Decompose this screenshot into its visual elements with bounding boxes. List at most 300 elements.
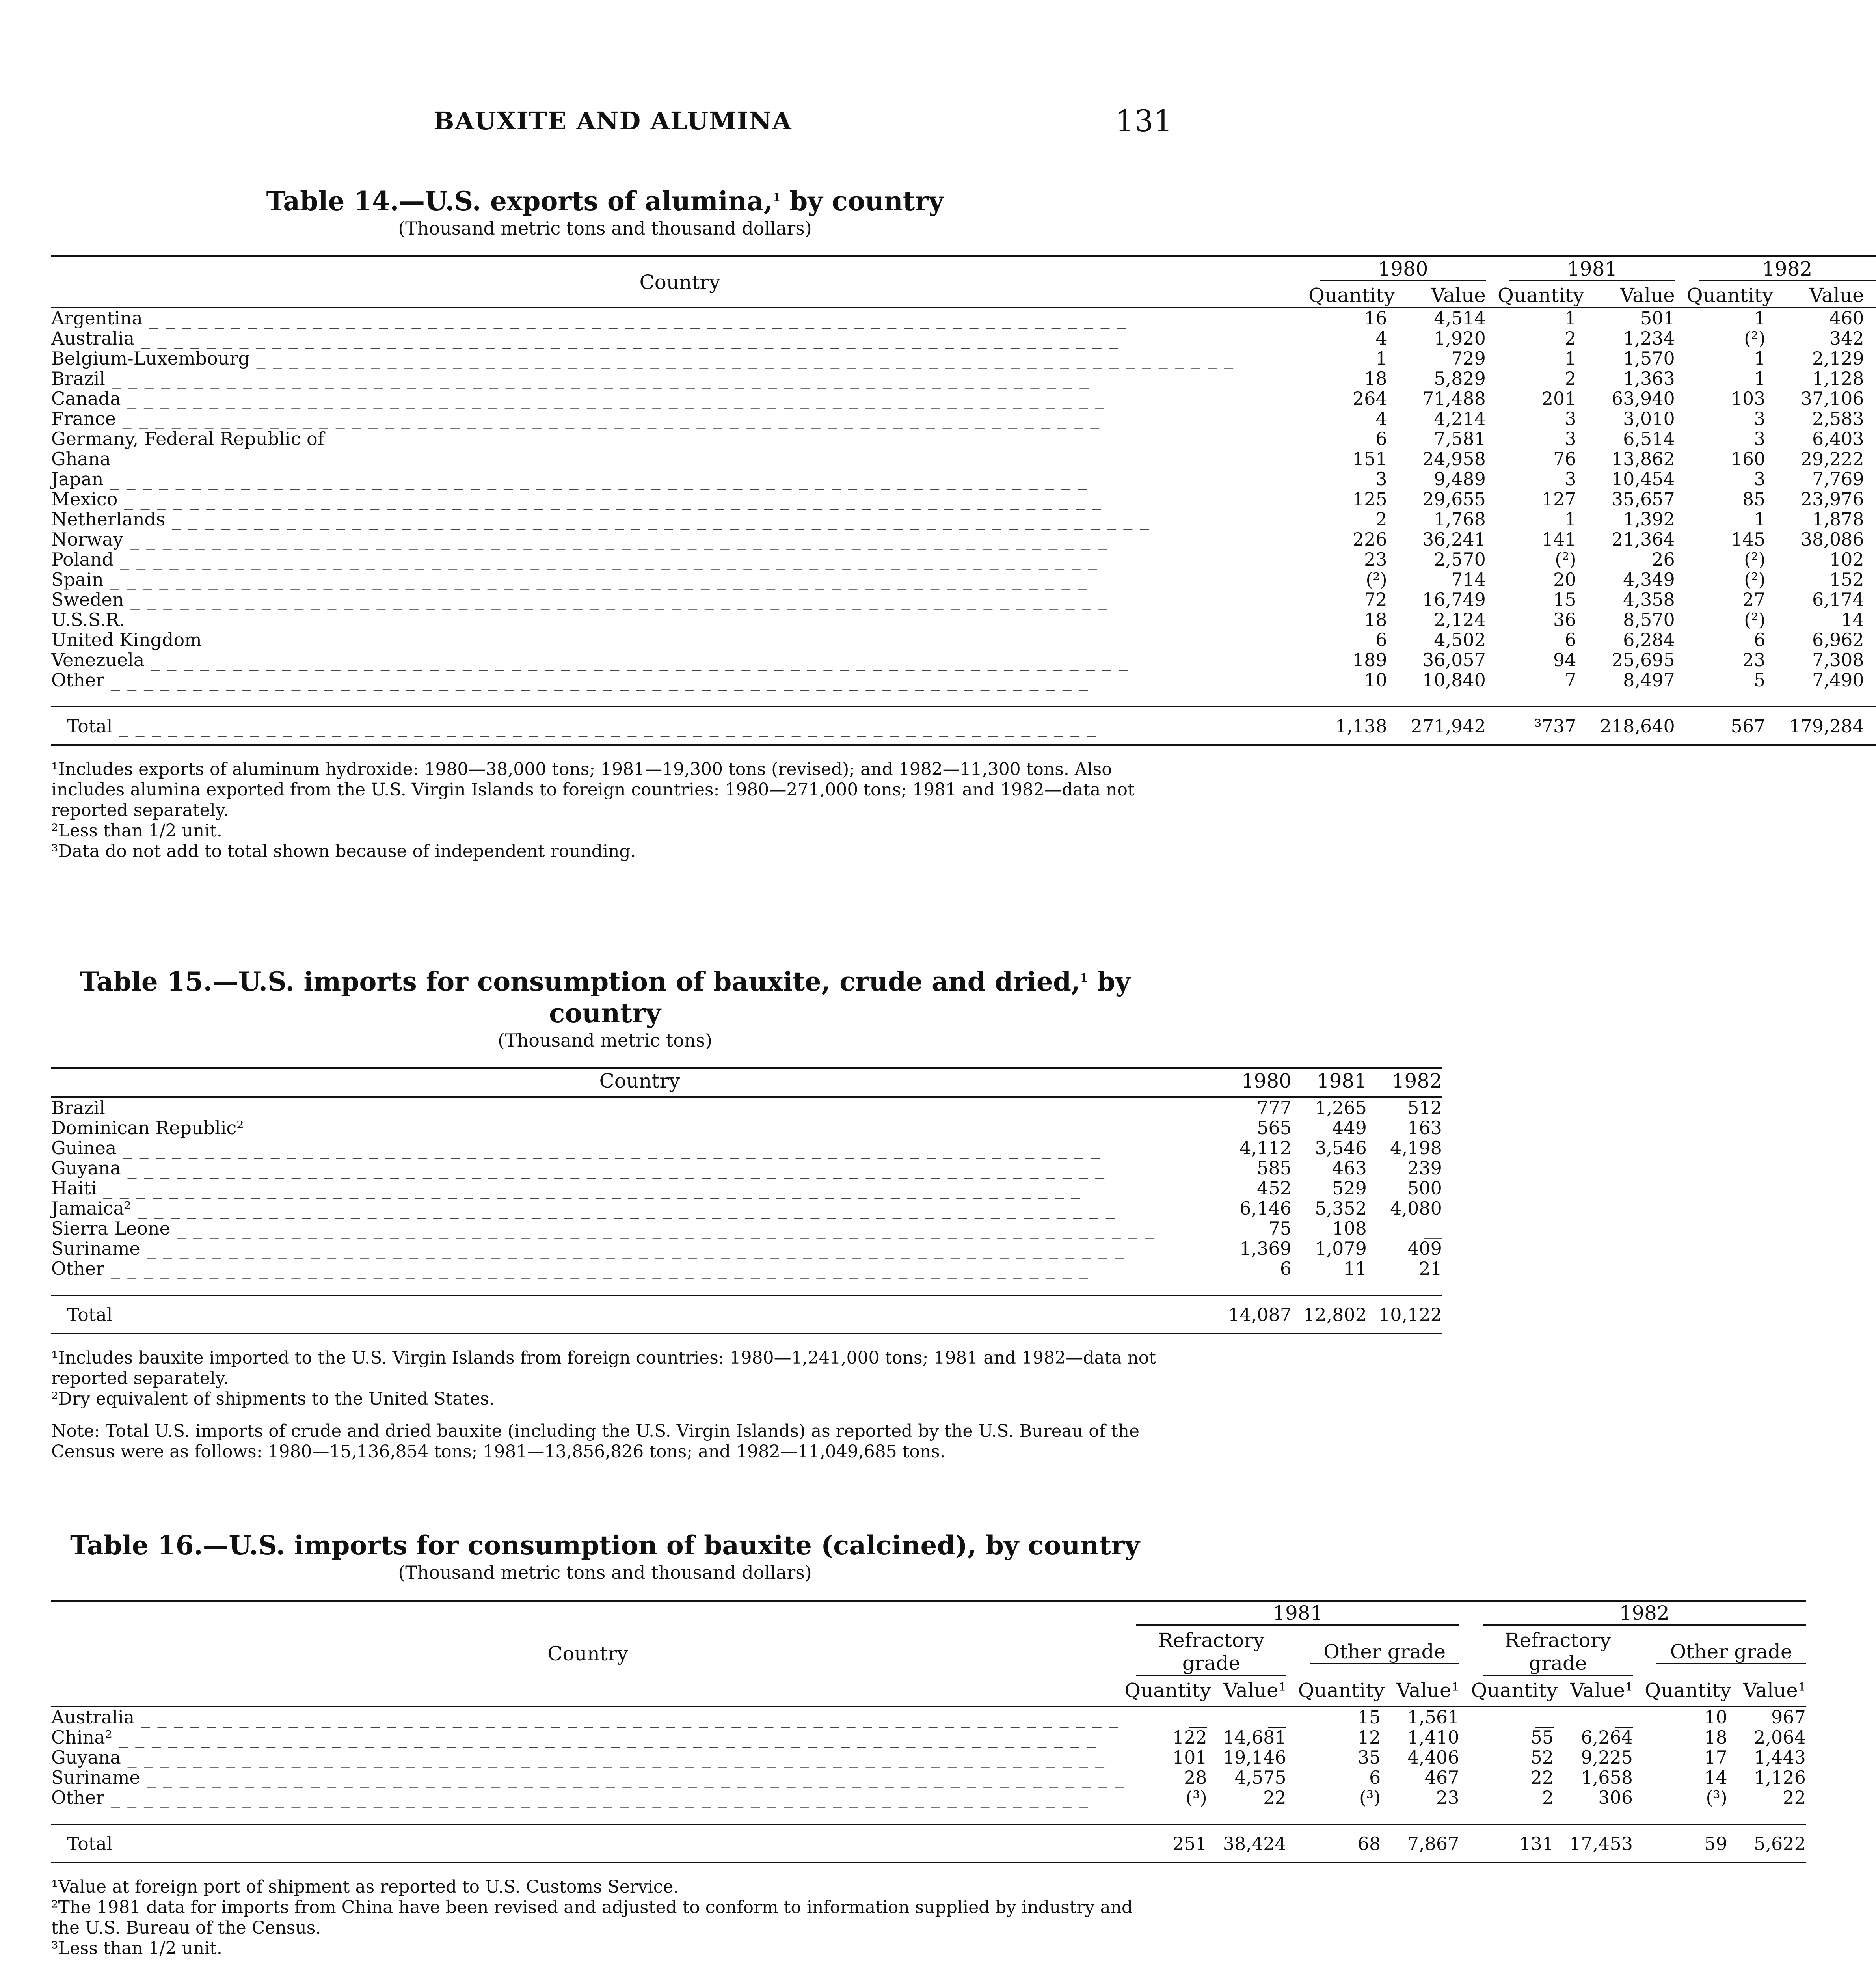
country-name: Dominican Republic² _ _ _ _ _ _ _ _ _ _ _ _ _ _ _ _ _ _ _ _ _ _ _ _ _ _ _ _ _ _ _ _ _ _ _ _ _ _ _ _ _ _ _ _ _ _ _ _ _ _ _ _ _ _ _ _ _ _ _ _ bbox=[51, 1117, 1228, 1138]
cell-value: 1 bbox=[1754, 509, 1766, 530]
total-label: Total _ _ _ _ _ _ _ _ _ _ _ _ _ _ _ _ _ _ _ _ _ _ _ _ _ _ _ _ _ _ _ _ _ _ _ _ _ _ _ _ _ _ _ _ _ _ _ _ _ _ _ _ _ _ _ _ _ _ _ _ bbox=[67, 715, 1097, 737]
country-name: Guyana _ _ _ _ _ _ _ _ _ _ _ _ _ _ _ _ _ _ _ _ _ _ _ _ _ _ _ _ _ _ _ _ _ _ _ _ _ _ _ _ _ _ _ _ _ _ _ _ _ _ _ _ _ _ _ _ _ _ _ _ bbox=[51, 1747, 1106, 1768]
cell-value: 1,363 bbox=[1623, 368, 1675, 389]
country-name: Suriname _ _ _ _ _ _ _ _ _ _ _ _ _ _ _ _ _ _ _ _ _ _ _ _ _ _ _ _ _ _ _ _ _ _ _ _ _ _ _ _ _ _ _ _ _ _ _ _ _ _ _ _ _ _ _ _ _ _ _ _ bbox=[51, 1767, 1125, 1788]
year-header-1980: 1980 bbox=[1241, 1069, 1292, 1092]
cell-value: 11 bbox=[1344, 1258, 1367, 1279]
cell-value: 1,265 bbox=[1315, 1097, 1367, 1118]
table-row bbox=[51, 348, 1876, 369]
cell-value: 101 bbox=[1172, 1747, 1207, 1768]
cell-value: 3,546 bbox=[1315, 1137, 1367, 1159]
cell-value: 23 bbox=[1742, 649, 1766, 671]
country-name: Other _ _ _ _ _ _ _ _ _ _ _ _ _ _ _ _ _ _ _ _ _ _ _ _ _ _ _ _ _ _ _ _ _ _ _ _ _ _ _ _ _ _ _ _ _ _ _ _ _ _ _ _ _ _ _ _ _ _ _ _ bbox=[51, 669, 1089, 691]
column-header-country: Country bbox=[51, 257, 1308, 308]
country-name: Australia _ _ _ _ _ _ _ _ _ _ _ _ _ _ _ _ _ _ _ _ _ _ _ _ _ _ _ _ _ _ _ _ _ _ _ _ _ _ _ _ _ _ _ _ _ _ _ _ _ _ _ _ _ _ _ _ _ _ _ _ bbox=[51, 328, 1119, 349]
cell-value: 4 bbox=[1375, 328, 1387, 349]
table-row bbox=[51, 1158, 1442, 1178]
cell-value: 23 bbox=[1436, 1787, 1459, 1808]
table-row bbox=[51, 590, 1876, 610]
group-header-other: Other grade bbox=[1310, 1640, 1459, 1664]
cell-value: 17,453 bbox=[1569, 1833, 1633, 1854]
cell-value: 1,369 bbox=[1240, 1238, 1292, 1259]
cell-value: 3 bbox=[1565, 408, 1576, 429]
cell-value: 4,080 bbox=[1390, 1198, 1442, 1219]
cell-value: (²) bbox=[1744, 609, 1766, 630]
country-name: Other _ _ _ _ _ _ _ _ _ _ _ _ _ _ _ _ _ _ _ _ _ _ _ _ _ _ _ _ _ _ _ _ _ _ _ _ _ _ _ _ _ _ _ _ _ _ _ _ _ _ _ _ _ _ _ _ _ _ _ _ bbox=[51, 1787, 1089, 1808]
cell-value: 1,079 bbox=[1315, 1238, 1367, 1259]
cell-value: 28 bbox=[1184, 1767, 1207, 1788]
cell-value: 463 bbox=[1332, 1157, 1367, 1179]
cell-value: 467 bbox=[1424, 1767, 1459, 1788]
cell-value: 72 bbox=[1364, 589, 1387, 610]
cell-value: 189 bbox=[1352, 649, 1387, 671]
country-name: Poland _ _ _ _ _ _ _ _ _ _ _ _ _ _ _ _ _ _ _ _ _ _ _ _ _ _ _ _ _ _ _ _ _ _ _ _ _ _ _ _ _ _ _ _ _ _ _ _ _ _ _ _ _ _ _ _ _ _ _ _ bbox=[51, 549, 1098, 570]
cell-value: 2,129 bbox=[1812, 348, 1864, 369]
country-name: Other _ _ _ _ _ _ _ _ _ _ _ _ _ _ _ _ _ _ _ _ _ _ _ _ _ _ _ _ _ _ _ _ _ _ _ _ _ _ _ _ _ _ _ _ _ _ _ _ _ _ _ _ _ _ _ _ _ _ _ _ bbox=[51, 1258, 1089, 1279]
cell-value: 18 bbox=[1704, 1727, 1727, 1748]
cell-value: 145 bbox=[1731, 529, 1766, 550]
cell-value: 5,622 bbox=[1754, 1833, 1806, 1854]
cell-value: 409 bbox=[1407, 1238, 1442, 1259]
total-label: Total _ _ _ _ _ _ _ _ _ _ _ _ _ _ _ _ _ _ _ _ _ _ _ _ _ _ _ _ _ _ _ _ _ _ _ _ _ _ _ _ _ _ _ _ _ _ _ _ _ _ _ _ _ _ _ _ _ _ _ _ bbox=[67, 1304, 1097, 1325]
cell-value: 108 bbox=[1332, 1218, 1367, 1239]
column-header-country: Country bbox=[599, 1069, 680, 1092]
cell-value: 3 bbox=[1754, 408, 1766, 429]
cell-value: 68 bbox=[1357, 1833, 1381, 1854]
cell-value: __ bbox=[1424, 1218, 1442, 1239]
country-name: France _ _ _ _ _ _ _ _ _ _ _ _ _ _ _ _ _ _ _ _ _ _ _ _ _ _ _ _ _ _ _ _ _ _ _ _ _ _ _ _ _ _ _ _ _ _ _ _ _ _ _ _ _ _ _ _ _ _ _ _ bbox=[51, 408, 1100, 429]
table-row bbox=[51, 1178, 1442, 1198]
cell-value: 152 bbox=[1829, 569, 1864, 590]
footnote: ³Data do not add to total shown because of independent rounding. bbox=[51, 841, 636, 861]
cell-value: 131 bbox=[1519, 1833, 1554, 1854]
cell-value: 4,502 bbox=[1434, 629, 1486, 650]
table-row bbox=[51, 409, 1876, 429]
cell-value: 3 bbox=[1565, 428, 1576, 449]
table-row bbox=[51, 429, 1876, 449]
cell-value: 7 bbox=[1565, 669, 1576, 691]
table-row bbox=[51, 369, 1876, 389]
cell-value: 2,124 bbox=[1434, 609, 1486, 630]
cell-value: 6,962 bbox=[1812, 629, 1864, 650]
footnote: ¹Includes bauxite imported to the U.S. Virgin Islands from foreign countries: 1980—1,241,000 tons; 1981 and 1982—data not reported separately. bbox=[51, 1348, 1156, 1388]
subheader-value: Value bbox=[1620, 284, 1675, 307]
cell-value: 201 bbox=[1541, 388, 1576, 409]
cell-value: 26 bbox=[1652, 549, 1675, 570]
cell-value: 59 bbox=[1704, 1833, 1727, 1854]
cell-value: 2 bbox=[1542, 1787, 1554, 1808]
cell-value: 25,695 bbox=[1611, 649, 1675, 671]
cell-value: 7,490 bbox=[1812, 669, 1864, 691]
table-row bbox=[51, 1198, 1442, 1218]
cell-value: 12 bbox=[1357, 1727, 1381, 1748]
country-name: Netherlands _ _ _ _ _ _ _ _ _ _ _ _ _ _ _ _ _ _ _ _ _ _ _ _ _ _ _ _ _ _ _ _ _ _ _ _ _ _ _ _ _ _ _ _ _ _ _ _ _ _ _ _ _ _ _ _ _ _ _ _ bbox=[51, 509, 1150, 530]
subheader-value: Value¹ bbox=[1223, 1679, 1286, 1702]
country-name: China² _ _ _ _ _ _ _ _ _ _ _ _ _ _ _ _ _ _ _ _ _ _ _ _ _ _ _ _ _ _ _ _ _ _ _ _ _ _ _ _ _ _ _ _ _ _ _ _ _ _ _ _ _ _ _ _ _ _ _ _ bbox=[51, 1727, 1097, 1748]
cell-value: 36,241 bbox=[1422, 529, 1486, 550]
cell-value: 29,222 bbox=[1800, 448, 1864, 469]
group-header-other: Other grade bbox=[1656, 1640, 1806, 1664]
cell-value: 6 bbox=[1754, 629, 1766, 650]
table-row bbox=[51, 610, 1876, 630]
cell-value: 449 bbox=[1332, 1117, 1367, 1138]
cell-value: 127 bbox=[1541, 488, 1576, 510]
cell-value: 15 bbox=[1553, 589, 1576, 610]
cell-value: 14,681 bbox=[1223, 1727, 1286, 1748]
cell-value: 4 bbox=[1375, 408, 1387, 429]
total-row bbox=[51, 1295, 1442, 1334]
cell-value: 55 bbox=[1530, 1727, 1554, 1748]
cell-value: 1,570 bbox=[1623, 348, 1675, 369]
footnote: ²The 1981 data for imports from China have been revised and adjusted to conform to information supplied by industry and the U.S. Bureau of the Census. bbox=[51, 1897, 1133, 1938]
cell-value: (³) bbox=[1186, 1787, 1207, 1808]
group-header-refractory: Refractory grade bbox=[1483, 1629, 1633, 1676]
country-name: Spain _ _ _ _ _ _ _ _ _ _ _ _ _ _ _ _ _ _ _ _ _ _ _ _ _ _ _ _ _ _ _ _ _ _ _ _ _ _ _ _ _ _ _ _ _ _ _ _ _ _ _ _ _ _ _ _ _ _ _ _ bbox=[51, 569, 1088, 590]
footnote: ³Less than 1/2 unit. bbox=[51, 1938, 222, 1958]
subheader-quantity: Quantity bbox=[1298, 1679, 1385, 1702]
table-15-subtitle: (Thousand metric tons) bbox=[497, 1030, 713, 1051]
cell-value: 1,768 bbox=[1434, 509, 1486, 530]
cell-value: 501 bbox=[1640, 307, 1675, 329]
cell-value: 5 bbox=[1754, 669, 1766, 691]
cell-value: 2,570 bbox=[1434, 549, 1486, 570]
cell-value: 1 bbox=[1565, 307, 1576, 329]
subheader-value: Value¹ bbox=[1396, 1679, 1459, 1702]
cell-value: 141 bbox=[1541, 529, 1576, 550]
table-row bbox=[51, 1768, 1806, 1788]
table-14 bbox=[51, 185, 1864, 862]
cell-value: 1,561 bbox=[1407, 1706, 1459, 1728]
cell-value: 85 bbox=[1742, 488, 1766, 510]
cell-value: 1 bbox=[1754, 307, 1766, 329]
cell-value: 52 bbox=[1530, 1747, 1554, 1768]
country-name: Belgium-Luxembourg _ _ _ _ _ _ _ _ _ _ _ _ _ _ _ _ _ _ _ _ _ _ _ _ _ _ _ _ _ _ _ _ _ _ _ _ _ _ _ _ _ _ _ _ _ _ _ _ _ _ _ _ _ _ _ _ _ _ _ _ bbox=[51, 348, 1234, 369]
cell-value: 1 bbox=[1565, 509, 1576, 530]
cell-value: 4,358 bbox=[1623, 589, 1675, 610]
cell-value: 10,840 bbox=[1422, 669, 1486, 691]
cell-value: 1,138 bbox=[1335, 715, 1387, 737]
total-row bbox=[51, 1824, 1806, 1863]
table-row bbox=[51, 1259, 1442, 1279]
cell-value: 1,128 bbox=[1812, 368, 1864, 389]
cell-value: 251 bbox=[1172, 1833, 1207, 1854]
cell-value: 122 bbox=[1172, 1727, 1207, 1748]
table-15-footnotes bbox=[51, 1348, 1159, 1409]
subheader-value: Value bbox=[1809, 284, 1864, 307]
cell-value: 38,424 bbox=[1223, 1833, 1286, 1854]
country-name: Jamaica² _ _ _ _ _ _ _ _ _ _ _ _ _ _ _ _ _ _ _ _ _ _ _ _ _ _ _ _ _ _ _ _ _ _ _ _ _ _ _ _ _ _ _ _ _ _ _ _ _ _ _ _ _ _ _ _ _ _ _ _ bbox=[51, 1198, 1116, 1219]
cell-value: 3 bbox=[1754, 428, 1766, 449]
footnote: ¹Includes exports of aluminum hydroxide: 1980—38,000 tons; 1981—19,300 tons (revised); and 1982—11,300 tons. Also includes alumina exported from the U.S. Virgin Islands to foreign countries: 1980—271,000 tons; 1981 and 1982—data not reported separately. bbox=[51, 759, 1135, 820]
country-name: Mexico _ _ _ _ _ _ _ _ _ _ _ _ _ _ _ _ _ _ _ _ _ _ _ _ _ _ _ _ _ _ _ _ _ _ _ _ _ _ _ _ _ _ _ _ _ _ _ _ _ _ _ _ _ _ _ _ _ _ _ _ bbox=[51, 488, 1102, 510]
cell-value: 1,920 bbox=[1434, 328, 1486, 349]
cell-value: 1,234 bbox=[1623, 328, 1675, 349]
cell-value: __ bbox=[1268, 1706, 1286, 1728]
cell-value: 21 bbox=[1419, 1258, 1442, 1279]
subheader-quantity: Quantity bbox=[1471, 1679, 1558, 1702]
footnote: ²Less than 1/2 unit. bbox=[51, 821, 222, 841]
cell-value: 10 bbox=[1364, 669, 1387, 691]
cell-value: 1,126 bbox=[1754, 1767, 1806, 1788]
cell-value: 16,749 bbox=[1422, 589, 1486, 610]
cell-value: 6,146 bbox=[1240, 1198, 1292, 1219]
cell-value: 36 bbox=[1553, 609, 1576, 630]
country-name: U.S.S.R. _ _ _ _ _ _ _ _ _ _ _ _ _ _ _ _ _ _ _ _ _ _ _ _ _ _ _ _ _ _ _ _ _ _ _ _ _ _ _ _ _ _ _ _ _ _ _ _ _ _ _ _ _ _ _ _ _ _ _ _ bbox=[51, 609, 1109, 630]
year-header-1982: 1982 bbox=[1483, 1602, 1805, 1626]
table-row bbox=[51, 1118, 1442, 1138]
table-14-title: Table 14.—U.S. exports of alumina,$^1$ by country bbox=[266, 186, 944, 216]
cell-value: 7,308 bbox=[1812, 649, 1864, 671]
cell-value: 3 bbox=[1754, 468, 1766, 490]
cell-value: 967 bbox=[1771, 1706, 1806, 1728]
total-label: Total _ _ _ _ _ _ _ _ _ _ _ _ _ _ _ _ _ _ _ _ _ _ _ _ _ _ _ _ _ _ _ _ _ _ _ _ _ _ _ _ _ _ _ _ _ _ _ _ _ _ _ _ _ _ _ _ _ _ _ _ bbox=[67, 1833, 1097, 1854]
cell-value: 4,349 bbox=[1623, 569, 1675, 590]
cell-value: 125 bbox=[1352, 488, 1387, 510]
table-row bbox=[51, 1747, 1806, 1768]
cell-value: 1 bbox=[1754, 348, 1766, 369]
table-row bbox=[51, 1788, 1806, 1808]
cell-value: 76 bbox=[1553, 448, 1576, 469]
table-row bbox=[51, 1239, 1442, 1259]
year-header-1982: 1982 bbox=[1699, 257, 1876, 281]
cell-value: 6 bbox=[1375, 428, 1387, 449]
cell-value: 7,769 bbox=[1812, 468, 1864, 490]
table-15-grid bbox=[51, 1067, 1442, 1334]
country-name: Germany, Federal Republic of _ _ _ _ _ _ _ _ _ _ _ _ _ _ _ _ _ _ _ _ _ _ _ _ _ _ _ _ _ _ _ _ _ _ _ _ _ _ _ _ _ _ _ _ _ _ _ _ _ _ _ _ _ _ _ _ _ _ _ _ bbox=[51, 428, 1309, 449]
cell-value: 23,976 bbox=[1800, 488, 1864, 510]
country-name: Sweden _ _ _ _ _ _ _ _ _ _ _ _ _ _ _ _ _ _ _ _ _ _ _ _ _ _ _ _ _ _ _ _ _ _ _ _ _ _ _ _ _ _ _ _ _ _ _ _ _ _ _ _ _ _ _ _ _ _ _ _ bbox=[51, 589, 1108, 610]
table-16-subtitle: (Thousand metric tons and thousand dollars) bbox=[398, 1562, 812, 1583]
footnote: ¹Value at foreign port of shipment as reported to U.S. Customs Service. bbox=[51, 1877, 679, 1897]
cell-value: 10 bbox=[1704, 1706, 1727, 1728]
cell-value: 36,057 bbox=[1422, 649, 1486, 671]
table-15 bbox=[51, 966, 1442, 1462]
cell-value: 9,225 bbox=[1581, 1747, 1633, 1768]
cell-value: 19,146 bbox=[1223, 1747, 1286, 1768]
table-row bbox=[51, 469, 1876, 489]
cell-value: 37,106 bbox=[1800, 388, 1864, 409]
subheader-value: Value¹ bbox=[1743, 1679, 1806, 1702]
cell-value: 10,454 bbox=[1611, 468, 1675, 490]
cell-value: 22 bbox=[1783, 1787, 1806, 1808]
year-header-1980: 1980 bbox=[1320, 257, 1486, 281]
cell-value: (³) bbox=[1706, 1787, 1727, 1808]
cell-value: 102 bbox=[1829, 549, 1864, 570]
cell-value: 6,403 bbox=[1812, 428, 1864, 449]
table-15-note: Note: Total U.S. imports of crude and dried bauxite (including the U.S. Virgin Islands) as reported by the U.S. Bureau of the Census were as follows: 1980—15,136,854 tons; 1981—13,856,826 tons; and 1982—11,049,685 tons. bbox=[51, 1421, 1140, 1462]
cell-value: 6,264 bbox=[1581, 1727, 1633, 1748]
table-14-subtitle: (Thousand metric tons and thousand dollars) bbox=[398, 218, 812, 239]
cell-value: (²) bbox=[1744, 549, 1766, 570]
cell-value: 71,488 bbox=[1422, 388, 1486, 409]
cell-value: 218,640 bbox=[1600, 715, 1675, 737]
table-row bbox=[51, 489, 1876, 509]
cell-value: 5,829 bbox=[1434, 368, 1486, 389]
subheader-quantity: Quantity bbox=[1686, 284, 1774, 307]
country-name: Ghana _ _ _ _ _ _ _ _ _ _ _ _ _ _ _ _ _ _ _ _ _ _ _ _ _ _ _ _ _ _ _ _ _ _ _ _ _ _ _ _ _ _ _ _ _ _ _ _ _ _ _ _ _ _ _ _ _ _ _ _ bbox=[51, 448, 1095, 469]
cell-value: 14 bbox=[1841, 609, 1864, 630]
country-name: Guinea _ _ _ _ _ _ _ _ _ _ _ _ _ _ _ _ _ _ _ _ _ _ _ _ _ _ _ _ _ _ _ _ _ _ _ _ _ _ _ _ _ _ _ _ _ _ _ _ _ _ _ _ _ _ _ _ _ _ _ _ bbox=[51, 1137, 1101, 1159]
cell-value: 342 bbox=[1829, 328, 1864, 349]
cell-value: 13,862 bbox=[1611, 448, 1675, 469]
cell-value: (²) bbox=[1744, 569, 1766, 590]
cell-value: 565 bbox=[1257, 1117, 1292, 1138]
cell-value: 2 bbox=[1375, 509, 1387, 530]
table-row bbox=[51, 570, 1876, 590]
year-header-1981: 1981 bbox=[1136, 1602, 1459, 1626]
cell-value: 512 bbox=[1407, 1097, 1442, 1118]
table-row bbox=[51, 449, 1876, 469]
cell-value: 179,284 bbox=[1789, 715, 1864, 737]
cell-value: 4,198 bbox=[1390, 1137, 1442, 1159]
cell-value: 20 bbox=[1553, 569, 1576, 590]
table-14-grid bbox=[51, 255, 1876, 746]
cell-value: 2 bbox=[1565, 368, 1576, 389]
cell-value: 14 bbox=[1704, 1767, 1727, 1788]
cell-value: __ bbox=[1615, 1706, 1633, 1728]
cell-value: 6,284 bbox=[1623, 629, 1675, 650]
cell-value: 22 bbox=[1263, 1787, 1286, 1808]
cell-value: 7,581 bbox=[1434, 428, 1486, 449]
cell-value: 18 bbox=[1364, 609, 1387, 630]
cell-value: 585 bbox=[1257, 1157, 1292, 1179]
total-row bbox=[51, 707, 1876, 745]
cell-value: 21,364 bbox=[1611, 529, 1675, 550]
cell-value: 567 bbox=[1731, 715, 1766, 737]
cell-value: 27 bbox=[1742, 589, 1766, 610]
cell-value: 103 bbox=[1731, 388, 1766, 409]
country-name: Haiti _ _ _ _ _ _ _ _ _ _ _ _ _ _ _ _ _ _ _ _ _ _ _ _ _ _ _ _ _ _ _ _ _ _ _ _ _ _ _ _ _ _ _ _ _ _ _ _ _ _ _ _ _ _ _ _ _ _ _ _ bbox=[51, 1177, 1081, 1199]
subheader-quantity: Quantity bbox=[1645, 1679, 1731, 1702]
cell-value: 6 bbox=[1565, 629, 1576, 650]
cell-value: 3,010 bbox=[1623, 408, 1675, 429]
cell-value: 22 bbox=[1530, 1767, 1554, 1788]
table-row bbox=[51, 328, 1876, 348]
year-header-1982: 1982 bbox=[1392, 1069, 1442, 1092]
cell-value: 5,352 bbox=[1315, 1198, 1367, 1219]
cell-value: 2 bbox=[1565, 328, 1576, 349]
cell-value: 35 bbox=[1357, 1747, 1381, 1768]
table-row bbox=[51, 1138, 1442, 1158]
cell-value: 75 bbox=[1268, 1218, 1292, 1239]
cell-value: 23 bbox=[1364, 549, 1387, 570]
country-name: Australia _ _ _ _ _ _ _ _ _ _ _ _ _ _ _ _ _ _ _ _ _ _ _ _ _ _ _ _ _ _ _ _ _ _ _ _ _ _ _ _ _ _ _ _ _ _ _ _ _ _ _ _ _ _ _ _ _ _ _ _ bbox=[51, 1706, 1119, 1728]
country-name: United Kingdom _ _ _ _ _ _ _ _ _ _ _ _ _ _ _ _ _ _ _ _ _ _ _ _ _ _ _ _ _ _ _ _ _ _ _ _ _ _ _ _ _ _ _ _ _ _ _ _ _ _ _ _ _ _ _ _ _ _ _ _ bbox=[51, 629, 1186, 650]
cell-value: 2,583 bbox=[1812, 408, 1864, 429]
cell-value: 777 bbox=[1257, 1097, 1292, 1118]
cell-value: 1,658 bbox=[1581, 1767, 1633, 1788]
table-15-title: Table 15.—U.S. imports for consumption of bauxite, crude and dried,$^1$ by country bbox=[80, 966, 1130, 1028]
cell-value: __ bbox=[1189, 1706, 1207, 1728]
subheader-quantity: Quantity bbox=[1497, 284, 1584, 307]
cell-value: 160 bbox=[1731, 448, 1766, 469]
cell-value: ³737 bbox=[1534, 715, 1576, 737]
cell-value: 1 bbox=[1565, 348, 1576, 369]
table-row bbox=[51, 1218, 1442, 1239]
cell-value: (²) bbox=[1366, 569, 1387, 590]
cell-value: (²) bbox=[1744, 328, 1766, 349]
cell-value: 94 bbox=[1553, 649, 1576, 671]
cell-value: 16 bbox=[1364, 307, 1387, 329]
cell-value: 4,112 bbox=[1240, 1137, 1292, 1159]
table-row bbox=[51, 1727, 1806, 1747]
table-row bbox=[51, 307, 1876, 328]
running-title: BAUXITE AND ALUMINA bbox=[434, 106, 792, 135]
table-row bbox=[51, 550, 1876, 570]
cell-value: (²) bbox=[1555, 549, 1576, 570]
year-header-1981: 1981 bbox=[1509, 257, 1675, 281]
table-row bbox=[51, 630, 1876, 650]
cell-value: 8,497 bbox=[1623, 669, 1675, 691]
table-row bbox=[51, 389, 1876, 409]
table-16-title: Table 16.—U.S. imports for consumption of bauxite (calcined), by country bbox=[70, 1530, 1140, 1561]
cell-value: __ bbox=[1535, 1706, 1554, 1728]
cell-value: 6,174 bbox=[1812, 589, 1864, 610]
cell-value: 2,064 bbox=[1754, 1727, 1806, 1748]
cell-value: 239 bbox=[1407, 1157, 1442, 1179]
cell-value: 29,655 bbox=[1422, 488, 1486, 510]
cell-value: 6 bbox=[1375, 629, 1387, 650]
cell-value: 4,214 bbox=[1434, 408, 1486, 429]
table-16 bbox=[51, 1529, 1806, 1959]
cell-value: 1 bbox=[1375, 348, 1387, 369]
column-header-country: Country bbox=[51, 1601, 1124, 1707]
table-row bbox=[51, 650, 1876, 670]
cell-value: 12,802 bbox=[1303, 1304, 1367, 1325]
cell-value: 714 bbox=[1451, 569, 1486, 590]
cell-value: 6,514 bbox=[1623, 428, 1675, 449]
cell-value: 306 bbox=[1598, 1787, 1633, 1808]
country-name: Canada _ _ _ _ _ _ _ _ _ _ _ _ _ _ _ _ _ _ _ _ _ _ _ _ _ _ _ _ _ _ _ _ _ _ _ _ _ _ _ _ _ _ _ _ _ _ _ _ _ _ _ _ _ _ _ _ _ _ _ _ bbox=[51, 388, 1105, 409]
table-16-footnotes bbox=[51, 1877, 1159, 1959]
cell-value: 8,570 bbox=[1623, 609, 1675, 630]
table-row bbox=[51, 670, 1876, 690]
subheader-value: Value¹ bbox=[1570, 1679, 1633, 1702]
cell-value: 9,489 bbox=[1434, 468, 1486, 490]
cell-value: 460 bbox=[1829, 307, 1864, 329]
cell-value: 1,878 bbox=[1812, 509, 1864, 530]
table-row bbox=[51, 509, 1876, 529]
cell-value: 17 bbox=[1704, 1747, 1727, 1768]
cell-value: 151 bbox=[1352, 448, 1387, 469]
year-header-1981: 1981 bbox=[1316, 1069, 1367, 1092]
cell-value: 4,406 bbox=[1407, 1747, 1459, 1768]
footnote: ²Dry equivalent of shipments to the United States. bbox=[51, 1389, 495, 1409]
country-name: Brazil _ _ _ _ _ _ _ _ _ _ _ _ _ _ _ _ _ _ _ _ _ _ _ _ _ _ _ _ _ _ _ _ _ _ _ _ _ _ _ _ _ _ _ _ _ _ _ _ _ _ _ _ _ _ _ _ _ _ _ _ bbox=[51, 1097, 1090, 1118]
table-14-footnotes bbox=[51, 759, 1159, 862]
table-row bbox=[51, 1097, 1442, 1118]
cell-value: 264 bbox=[1352, 388, 1387, 409]
cell-value: 529 bbox=[1332, 1177, 1367, 1199]
cell-value: 271,942 bbox=[1411, 715, 1486, 737]
country-name: Suriname _ _ _ _ _ _ _ _ _ _ _ _ _ _ _ _ _ _ _ _ _ _ _ _ _ _ _ _ _ _ _ _ _ _ _ _ _ _ _ _ _ _ _ _ _ _ _ _ _ _ _ _ _ _ _ _ _ _ _ _ bbox=[51, 1238, 1125, 1259]
group-header-refractory: Refractory grade bbox=[1136, 1629, 1286, 1676]
cell-value: 24,958 bbox=[1422, 448, 1486, 469]
country-name: Japan _ _ _ _ _ _ _ _ _ _ _ _ _ _ _ _ _ _ _ _ _ _ _ _ _ _ _ _ _ _ _ _ _ _ _ _ _ _ _ _ _ _ _ _ _ _ _ _ _ _ _ _ _ _ _ _ _ _ _ _ bbox=[51, 468, 1088, 490]
table-row bbox=[51, 1706, 1806, 1727]
cell-value: 1,410 bbox=[1407, 1727, 1459, 1748]
cell-value: 15 bbox=[1357, 1706, 1381, 1728]
cell-value: 729 bbox=[1451, 348, 1486, 369]
cell-value: 3 bbox=[1565, 468, 1576, 490]
cell-value: (³) bbox=[1359, 1787, 1381, 1808]
cell-value: 452 bbox=[1257, 1177, 1292, 1199]
country-name: Norway _ _ _ _ _ _ _ _ _ _ _ _ _ _ _ _ _ _ _ _ _ _ _ _ _ _ _ _ _ _ _ _ _ _ _ _ _ _ _ _ _ _ _ _ _ _ _ _ _ _ _ _ _ _ _ _ _ _ _ _ bbox=[51, 529, 1108, 550]
subheader-quantity: Quantity bbox=[1308, 284, 1395, 307]
cell-value: 1 bbox=[1754, 368, 1766, 389]
cell-value: 4,575 bbox=[1234, 1767, 1286, 1788]
cell-value: 14,087 bbox=[1228, 1304, 1292, 1325]
